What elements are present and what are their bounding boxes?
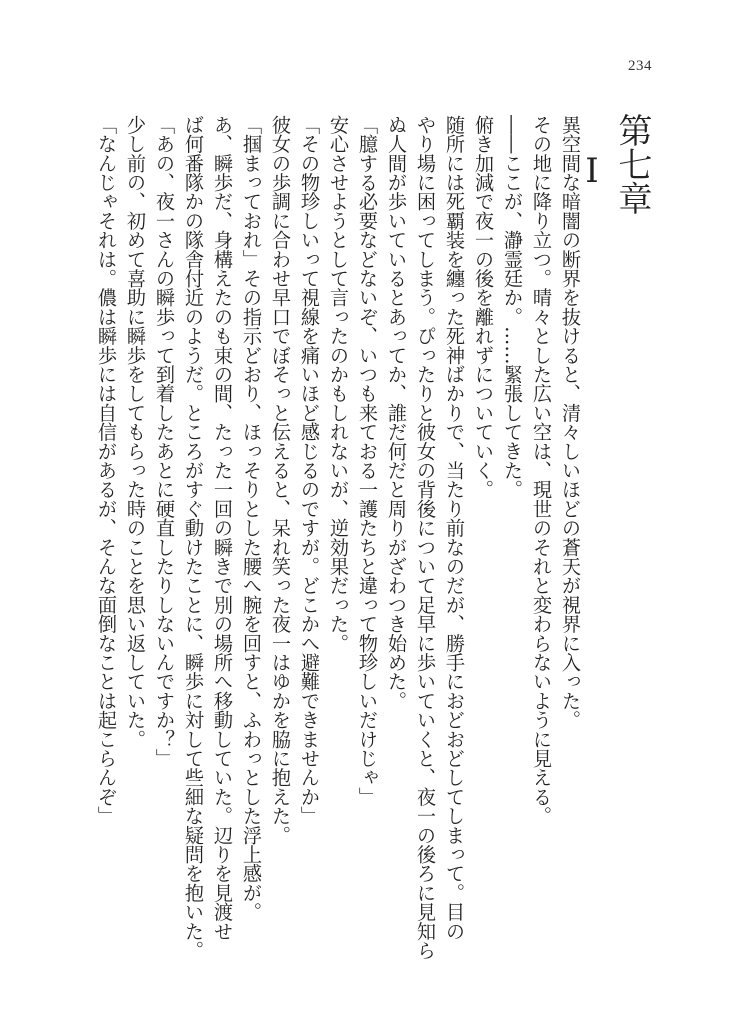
chapter-numeral: Ⅰ <box>572 151 612 191</box>
text-line: 「なんじゃそれは。儂は瞬歩には自信があるが、そんな面倒なことは起こらんぞ」 <box>95 115 118 826</box>
text-line: 俯き加減で夜一の後を離れずについていく。 <box>472 115 495 499</box>
text-line: ば何番隊かの隊舎付近のようだ。ところがすぐ動けたことに、瞬歩に対して些細な疑問を抱いた。 <box>182 115 205 960</box>
text-line: ――ここが、瀞霊廷か。……緊張してきた。 <box>501 115 524 499</box>
text-line: 彼女の歩調に合わせ早口でぼそっと伝えると、呆れ笑った夜一はゆかを脇に抱えた。 <box>269 115 292 845</box>
text-line: 異空間な暗闇の断界を抜けると、清々しいほどの蒼天が視界に入った。 <box>559 115 582 730</box>
text-line: ぬ人間が歩いているとあってか、誰だ何だと周りがざわつき始めた。 <box>385 115 408 711</box>
text-line: 「臆する必要などないぞ、いつも来ておる一護たちと違って物珍しいだけじゃ」 <box>356 115 379 807</box>
chapter-title: 第七章 <box>612 113 652 215</box>
text-line: 安心させようとして言ったのかもしれないが、逆効果だった。 <box>327 115 350 653</box>
text-line: 随所には死覇装を纏った死神ばかりで、当たり前なのだが、勝手におどおどしてしまって。目の <box>443 115 466 941</box>
body-text <box>92 115 585 985</box>
text-line: やり場に困ってしまう。ぴったりと彼女の背後について足早に歩いていくと、夜一の後ろに見知ら <box>414 115 437 960</box>
text-line: 少し前の、初めて喜助に瞬歩をしてもらった時のことを思い返していた。 <box>124 115 147 749</box>
text-line: 「その物珍しいって視線を痛いほど感じるのですが。どこかへ避難できませんか」 <box>298 115 321 826</box>
text-line: 「掴まっておれ」その指示どおり、ほっそりとした腰へ腕を回すと、ふわっとした浮上感が。 <box>240 115 263 922</box>
text-line: その地に降り立つ。晴々とした広い空は、現世のそれと変わらないように見える。 <box>530 115 553 826</box>
text-line: 「あの、夜一さんの瞬歩って到着したあとに硬直したりしないんですか？」 <box>153 115 176 768</box>
text-line: あ、瞬歩だ、身構えたのも束の間、たった一回の瞬きで別の場所へ移動していた。辺りを見渡せ <box>211 115 234 941</box>
chapter-heading <box>572 113 652 273</box>
page-number: 234 <box>628 58 652 74</box>
